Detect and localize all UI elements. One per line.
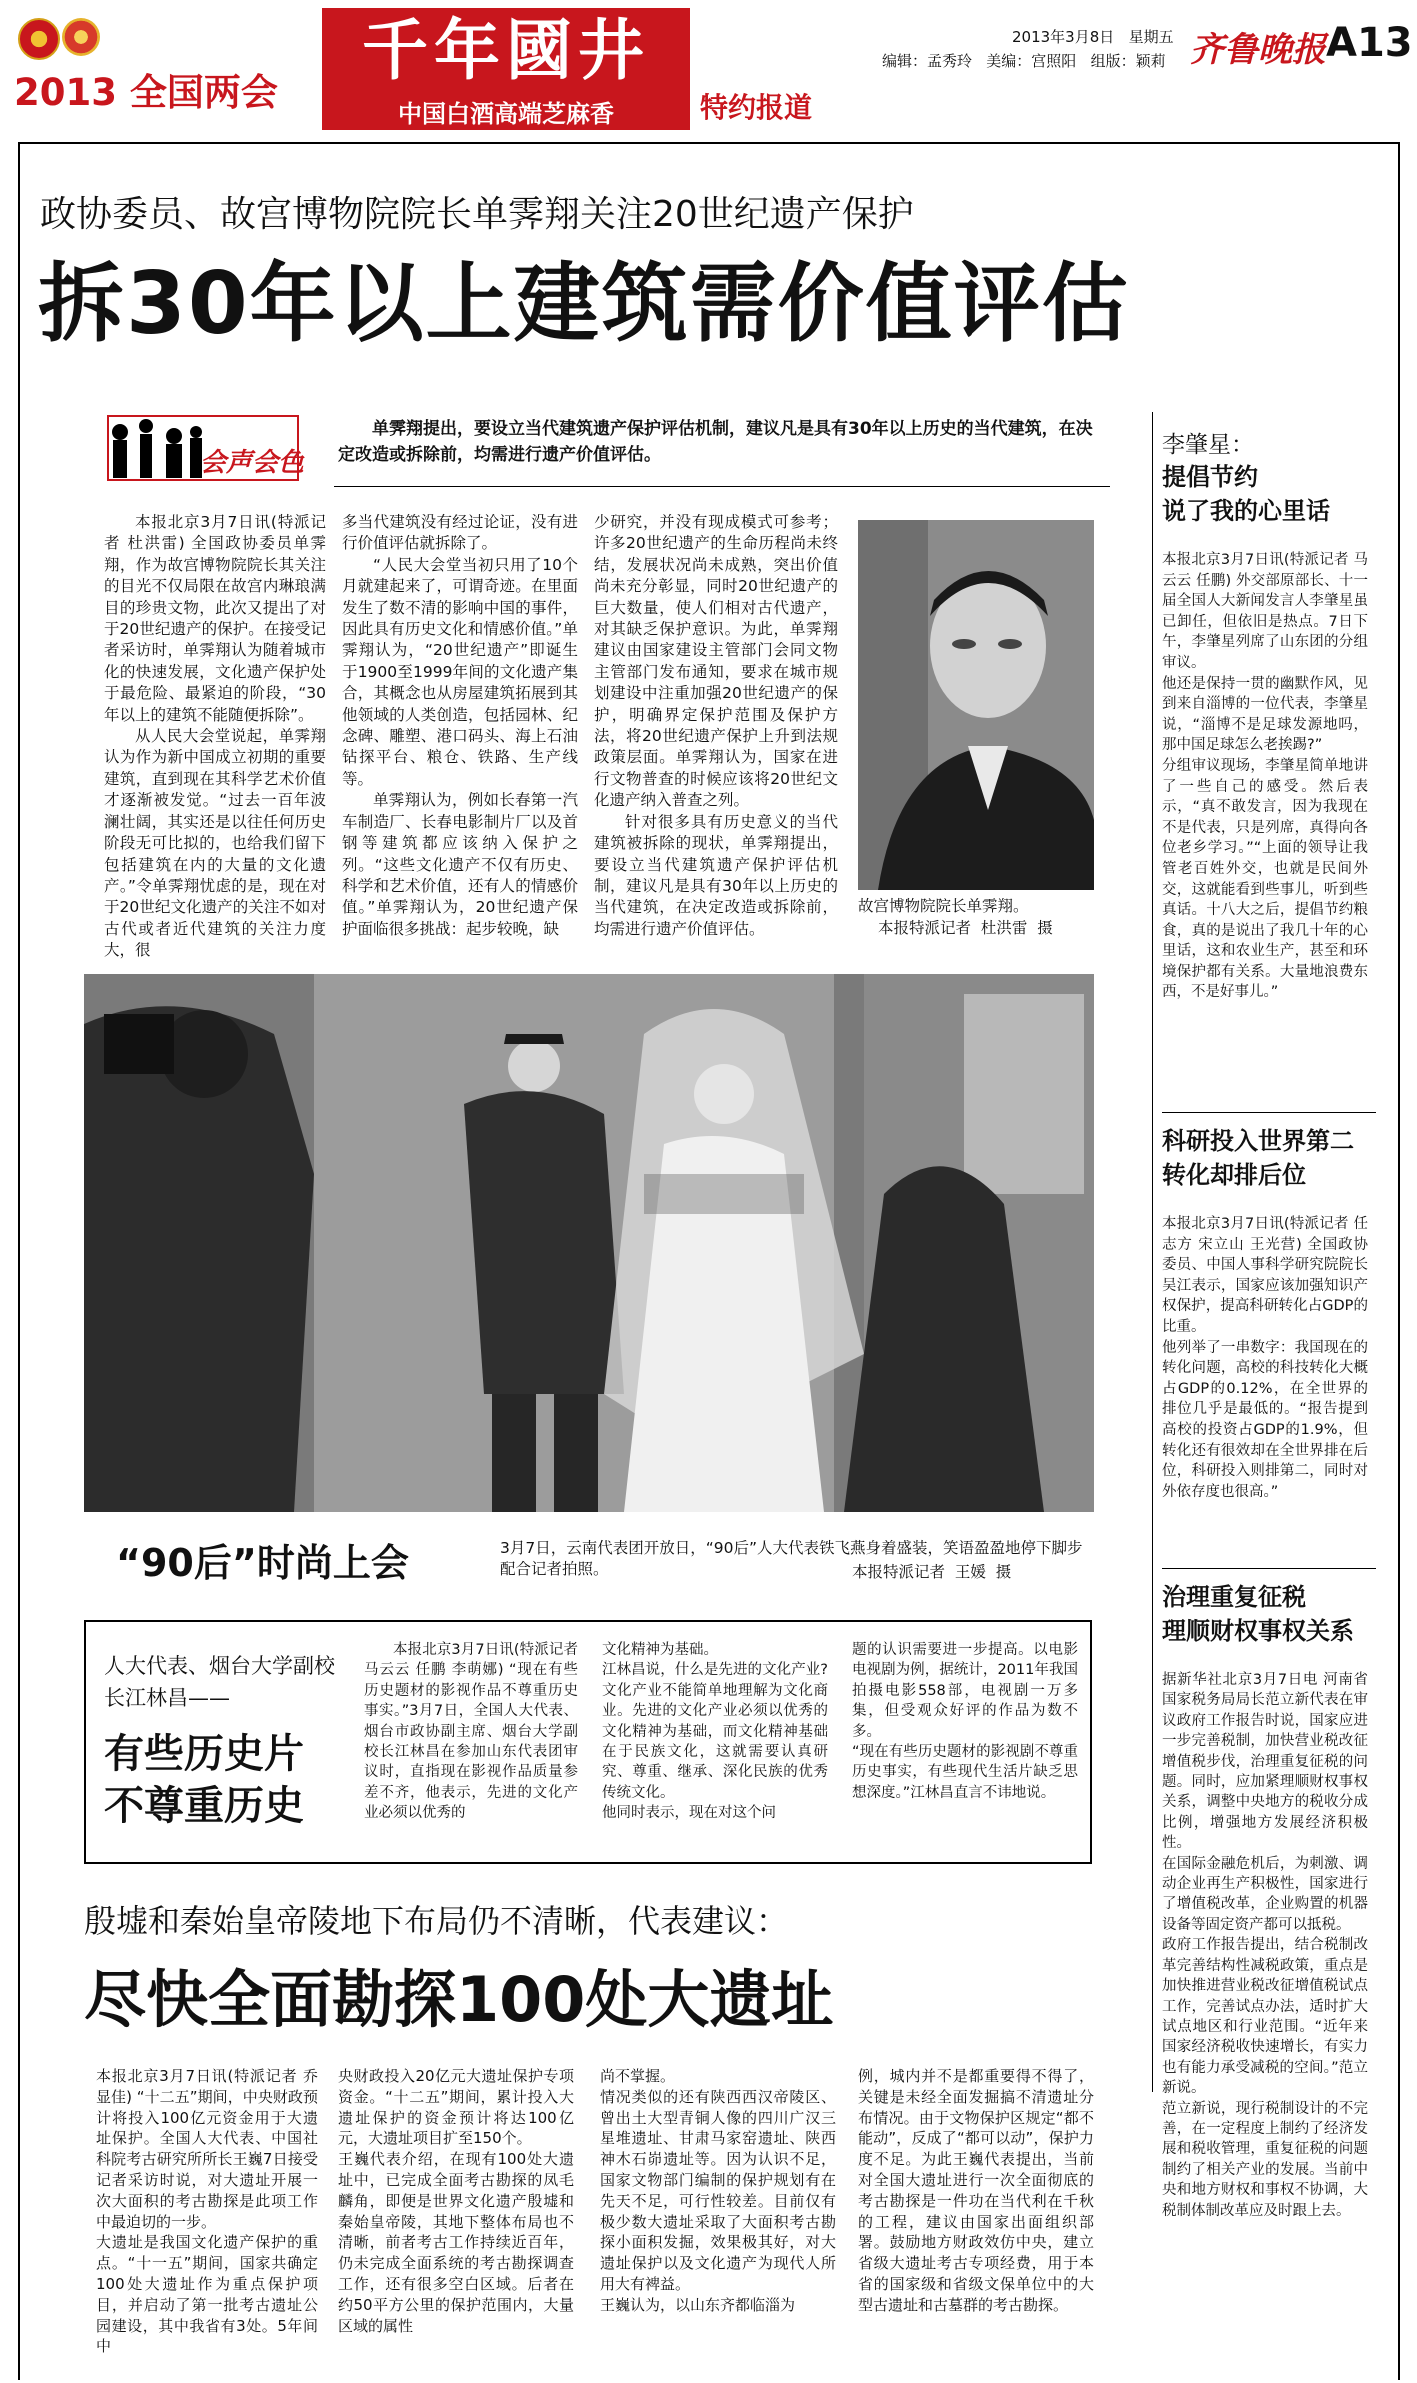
box-headline-line1: 有些历史片	[104, 1731, 304, 1777]
page-number: A13	[1326, 20, 1413, 66]
paper-name: 齐鲁晚报	[1190, 30, 1326, 70]
sidebar-item2-title-line2: 转化却排后位	[1162, 1161, 1306, 1189]
portrait-photo	[858, 520, 1094, 890]
bottom-kicker: 殷墟和秦始皇帝陵地下布局仍不清晰，代表建议：	[84, 1902, 789, 1940]
lead-paragraph: 多当代建筑没有经过论证，没有进行价值评估就拆除了。	[342, 513, 578, 553]
photo-scene	[84, 974, 1094, 1512]
sidebar-item1-title-line1: 提倡节约	[1162, 463, 1258, 491]
masthead	[0, 0, 1417, 130]
lead-paragraph: 单霁翔认为，例如长春第一汽车制造厂、长春电影制片厂以及首钢等建筑都应该纳入保护之列。“这些文化遗产不仅有历史、科学和艺术价值，还有人的情感价值。”单霁翔认为，20世纪遗产保护面临很多挑战：起步较晚，缺	[342, 791, 578, 938]
portrait-figure	[858, 520, 1094, 890]
lead-paragraph: 本报北京3月7日讯(特派记者 杜洪雷) 全国政协委员单霁翔，作为故宫博物院院长其关注的目光不仅局限在故宫内琳琅满目的珍贵文物，此次又提出了对于20世纪遗产的保护。在接受记者采访时，单霁翔认为随着城市化的快速发展，文化遗产保护处于最危险、最紧迫的阶段，“30年以上的建筑不能随便拆除”。	[104, 513, 326, 724]
sponsor-label: 特约报道	[700, 91, 813, 124]
portrait-caption: 故宫博物院院长单霁翔。	[858, 897, 1029, 915]
lead-column-1	[104, 512, 326, 962]
sidebar-item2-body: 本报北京3月7日讯(特派记者 任志方 宋立山 王光营) 全国政协委员、中国人事科学研究院院长吴江表示，国家应该加强知识产权保护，提高科研转化占GDP的比重。 他列举了一串数字：我国现在的转化问题，高校的科技转化大概占GDP的0.12%，在全世界的排位几乎是最低的。“报告提到高校的投资占GDP的1.9%，但转化还有很效却在全世界排在后位，科研投入则排第二，同时对外依存度也很高。”	[1162, 1216, 1368, 1500]
lead-kicker: 政协委员、故宫博物院院长单霁翔关注20世纪遗产保护	[40, 194, 914, 235]
sponsor-brand: 千年國井	[362, 11, 650, 89]
big-photo	[84, 974, 1094, 1512]
sidebar-item3-title-line1: 治理重复征税	[1162, 1583, 1306, 1611]
national-emblem-icon	[18, 18, 60, 60]
big-photo-title: “90后”时尚上会	[116, 1541, 409, 1585]
portrait-credit: 本报特派记者 杜洪雷 摄	[878, 919, 1053, 937]
bottom-headline: 尽快全面勘探100处大遗址	[84, 1963, 834, 2036]
cppcc-emblem-icon	[62, 18, 100, 56]
sponsor-slogan: 中国白酒高端芝麻香	[398, 100, 614, 128]
lead-paragraph: 针对很多具有历史意义的当代建筑被拆除的现状，单霁翔提出，要设立当代建筑遗产保护评估机制，建议凡是具有30年以上历史的当代建筑，在决定改造或拆除前，均需进行遗产价值评估。	[594, 812, 838, 938]
box-column-3: 题的认识需要进一步提高。以电影电视剧为例，据统计，2011年我国拍摄电影558部，电视剧一万多集，但受观众好评的作品为数不多。 “现在有些历史题材的影视剧不尊重历史事实，有些现代生活片缺乏思想深度。”江林昌直言不讳地说。	[852, 1642, 1078, 1801]
lead-summary: 单霁翔提出，要设立当代建筑遗产保护评估机制，建议凡是具有30年以上历史的当代建筑，在决定改造或拆除前，均需进行遗产价值评估。	[338, 419, 1093, 465]
event-label: 2013 全国两会	[14, 71, 278, 114]
sidebar-item2-title	[1162, 1124, 1354, 1192]
lead-column-3	[594, 512, 838, 940]
bottom-column-2: 央财政投入20亿元大遗址保护专项资金。“十二五”期间，累计投入大遗址保护的资金预计将达100亿元，大遗址项目扩至150个。 王巍代表介绍，在现有100处大遗址中，已完成全面考古勘探的凤毛麟角，即便是世界文化遗产殷墟和秦始皇帝陵，其地下整体布局也不清晰，前者考古工作持续近百年，仍未完成全面系统的考古勘探调查工作，还有很多空白区域。后者在约50平方公里的保护范围内，大量区域的属性	[338, 2067, 574, 2335]
box-column-1: 本报北京3月7日讯(特派记者 马云云 任鹏 李萌娜) “现在有些历史题材的影视作品不尊重历史事实。”3月7日，全国人大代表、烟台市政协副主席、烟台大学副校长江林昌在参加山东代表团审议时，直指现在影视作品质量参差不齐，他表示，先进的文化产业必须以优秀的	[364, 1642, 578, 1822]
bottom-column-3: 尚不掌握。 情况类似的还有陕西西汉帝陵区、曾出土大型青铜人像的四川广汉三星堆遗址、甘肃马家窑遗址、陕西神木石峁遗址等。因为认识不足，国家文物部门编制的保护规划有在先天不足，可行性较差。目前仅有极少数大遗址采取了大面积考古勘探小面积发掘，效果极其好，对大遗址保护以及文化遗产为现代人所用大有裨益。 王巍认为，以山东齐都临淄为	[600, 2067, 836, 2314]
sidebar-item1-title-line2: 说了我的心里话	[1162, 497, 1330, 525]
column-tag-label: 会声会色	[200, 448, 305, 478]
lead-column-2	[342, 512, 578, 940]
sidebar-item1-name: 李肇星：	[1162, 432, 1254, 458]
sidebar-item1-title	[1162, 460, 1330, 528]
column-tag-logo	[80, 412, 304, 488]
bottom-column-1: 本报北京3月7日讯(特派记者 乔显佳) “十二五”期间，中央财政预计将投入100亿元资金用于大遗址保护。全国人大代表、中国社科院考古研究所所长王巍7日接受记者采访时说，对大遗址开展一次大面积的考古勘探是此项工作中最迫切的一步。 大遗址是我国文化遗产保护的重点。“十一五”期间，国家共确定100处大遗址作为重点保护项目，并启动了第一批考古遗址公园建设，其中我省有3处。5年间中	[96, 2067, 318, 2356]
sidebar-item2-title-line1: 科研投入世界第二	[1162, 1127, 1354, 1155]
box-headline-line2: 不尊重历史	[104, 1783, 304, 1829]
box-intro: 人大代表、烟台大学副校长江林昌——	[104, 1654, 335, 1710]
box-column-2: 文化精神为基础。 江林昌说，什么是先进的文化产业?文化产业不能简单地理解为文化商业。先进的文化产业必须以优秀的文化精神为基础，而文化精神基础在于民族文化，这就需要认真研究、尊重、继承、深化民族的优秀传统文化。 他同时表示，现在对这个问	[602, 1642, 828, 1822]
lead-headline: 拆30年以上建筑需价值评估	[38, 254, 1130, 354]
lead-paragraph: 从人民大会堂说起，单霁翔认为作为新中国成立初期的重要建筑，直到现在其科学艺术价值才逐渐被发觉。“过去一百年波澜壮阔，其实还是以往任何历史阶段无可比拟的，也给我们留下包括建筑在内的大量的文化遗产。”令单霁翔忧虑的是，现在对于20世纪文化遗产的关注不如对古代或者近代建筑的关注力度大，很	[104, 727, 326, 960]
sidebar-item3-title	[1162, 1580, 1354, 1648]
issue-date: 2013年3月8日 星期五	[1012, 28, 1174, 46]
big-photo-credit: 本报特派记者 王媛 摄	[852, 1563, 1012, 1581]
big-photo-caption: 3月7日，云南代表团开放日，“90后”人大代表铁飞燕身着盛装，笑语盈盈地停下脚步配合记者拍照。	[500, 1539, 1083, 1578]
sidebar-item1-body: 本报北京3月7日讯(特派记者 马云云 任鹏) 外交部原部长、十一届全国人大新闻发言人李肇星虽已卸任，但依旧是热点。7日下午，李肇星列席了山东团的分组审议。 他还是保持一贯的幽默作风，见到来自淄博的一位代表，李肇星说，“淄博不是足球发源地吗，那中国足球怎么老挨踢?” 分组审议现场，李肇星简单地讲了一些自己的感受。然后表示，“真不敢发言，因为我现在不是代表，只是列席，真得向各位老乡学习。”“上面的领导让我管老百姓外交，也就是民间外交，这就能看到些事儿，听到些真话。十八大之后，提倡节约粮食，真的是说出了我几十年的心里话，这和农业生产，甚至和环境保护都有关系。大量地浪费东西，不是好事儿。”	[1162, 552, 1368, 1001]
sidebar-item3-body: 据新华社北京3月7日电 河南省国家税务局局长范立新代表在审议政府工作报告时说，国家应进一步完善税制，加快营业税改征增值税步伐，治理重复征税的问题。同时，应加紧理顺财权事权关系，调整中央地方的税收分成比例，增强地方发展经济积极性。 在国际金融危机后，为刺激、调动企业再生产积极性，国家进行了增值税改革，企业购置的机器设备等固定资产都可以抵税。 政府工作报告提出，结合税制改革完善结构性减税政策，重点是加快推进营业税改征增值税试点工作，完善试点办法，适时扩大试点地区和行业范围。“近年来国家经济税收快速增长，有实力也有能力承受减税的空间。”范立新说。 范立新说，现行税制设计的不完善，在一定程度上制约了经济发展和税收管理，重复征税的问题制约了相关产业的发展。当前中央和地方财权和事权不协调，大税制体制改革应及时跟上去。	[1162, 1672, 1368, 2219]
lead-paragraph: 少研究，并没有现成模式可参考；许多20世纪遗产的生命历程尚未终结，发展状况尚未成熟，突出价值尚未充分彰显，同时20世纪遗产的巨大数量，使人们相对古代遗产，对其缺乏保护意识。为此，单霁翔建议由国家建设主管部门会同文物主管部门发布通知，要求在城市规划建设中注重加强20世纪遗产的保护，明确界定保护范围及保护方法，将20世纪遗产保护上升到法规政策层面。单霁翔认为，国家在进行文物普查的时候应该将20世纪文化遗产纳入普查之列。	[594, 513, 838, 810]
bottom-column-4: 例，城内并不是都重要得不得了，关键是未经全面发掘搞不清遗址分布情况。由于文物保护区规定“都不能动”，反成了“都可以动”，保护力度不足。为此王巍代表提出，当前对全国大遗址进行一次全面彻底的考古勘探是一件功在当代利在千秋的工程，建议由国家出面组织部署。鼓励地方财政效仿中央，建立省级大遗址考古专项经费，用于本省的国家级和省级文保单位中的大型古遗址和古墓群的考古勘探。	[858, 2067, 1094, 2314]
lead-paragraph: “人民大会堂当初只用了10个月就建起来了，可谓奇迹。在里面发生了数不清的影响中国的事件，因此具有历史文化和情感价值。”单霁翔认为，“20世纪遗产”即诞生于1900至1999年间的文化遗产集合，其概念也从房屋建筑拓展到其他领域的人类创造，包括园林、纪念碑、雕塑、港口码头、海上石油钻探平台、粮仓、铁路、生产线等。	[342, 555, 578, 788]
editor-credits: 编辑：孟秀玲 美编：宫照阳 组版：颖莉	[882, 52, 1166, 70]
sidebar-item3-title-line2: 理顺财权事权关系	[1162, 1617, 1354, 1645]
